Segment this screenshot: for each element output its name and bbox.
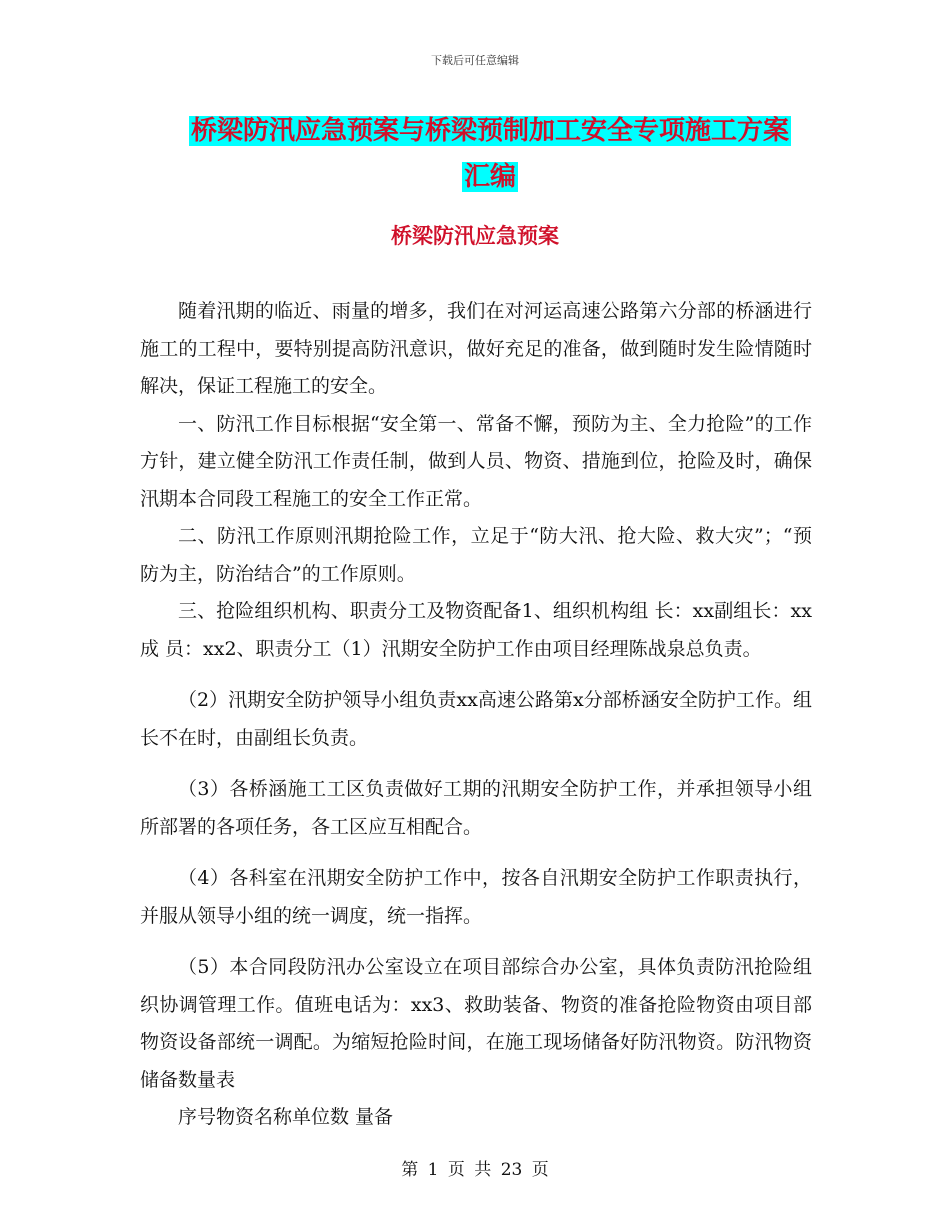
- section-title: 桥梁防汛应急预案: [391, 223, 559, 248]
- paragraph: 二、防汛工作原则汛期抢险工作，立足于“防大汛、抢大险、救大灾”；“预防为主，防治结合”的工作原则。: [140, 525, 812, 585]
- page-footer-page-number: 第 1 页 共 23 页: [401, 1160, 549, 1180]
- document-body: [140, 293, 812, 1137]
- paragraph: （2）汛期安全防护领导小组负责xx高速公路第x分部桥涵安全防护工作。组长不在时，由副组长负责。: [140, 689, 812, 749]
- paragraph: 随着汛期的临近、雨量的增多，我们在对河运高速公路第六分部的桥涵进行施工的工程中，要特别提高防汛意识，做好充足的准备，做到随时发生险情随时解决，保证工程施工的安全。: [140, 300, 812, 397]
- paragraph: （5）本合同段防汛办公室设立在项目部综合办公室，具体负责防汛抢险组织协调管理工作。值班电话为：xx3、救助装备、物资的准备抢险物资由项目部物资设备部统一调配。为缩短抢险时间，在施工现场储备好防汛物资。防汛物资储备数量表: [140, 956, 812, 1091]
- paragraph: 一、防汛工作目标根据“安全第一、常备不懈，预防为主、全力抢险”的工作方针，建立健全防汛工作责任制，做到人员、物资、措施到位，抢险及时，确保汛期本合同段工程施工的安全工作正常。: [140, 412, 812, 510]
- paragraph: （4）各科室在汛期安全防护工作中，按各自汛期安全防护工作职责执行，并服从领导小组的统一调度，统一指挥。: [140, 867, 812, 927]
- paragraph: （3）各桥涵施工工区负责做好工期的汛期安全防护工作，并承担领导小组所部署的各项任务，各工区应互相配合。: [140, 778, 812, 838]
- paragraph: 序号物资名称单位数 量备: [178, 1106, 394, 1128]
- document-title-line1: 桥梁防汛应急预案与桥梁预制加工安全专项施工方案: [190, 116, 789, 146]
- page-header-note: 下载后可任意编辑: [431, 54, 519, 67]
- document-title: [160, 108, 820, 200]
- document-title-line2: 汇编: [463, 162, 516, 192]
- paragraph: 三、抢险组织机构、职责分工及物资配备1、组织机构组 长：xx副组长：xx成 员：xx2、职责分工（1）汛期安全防护工作由项目经理陈战泉总负责。: [140, 600, 812, 660]
